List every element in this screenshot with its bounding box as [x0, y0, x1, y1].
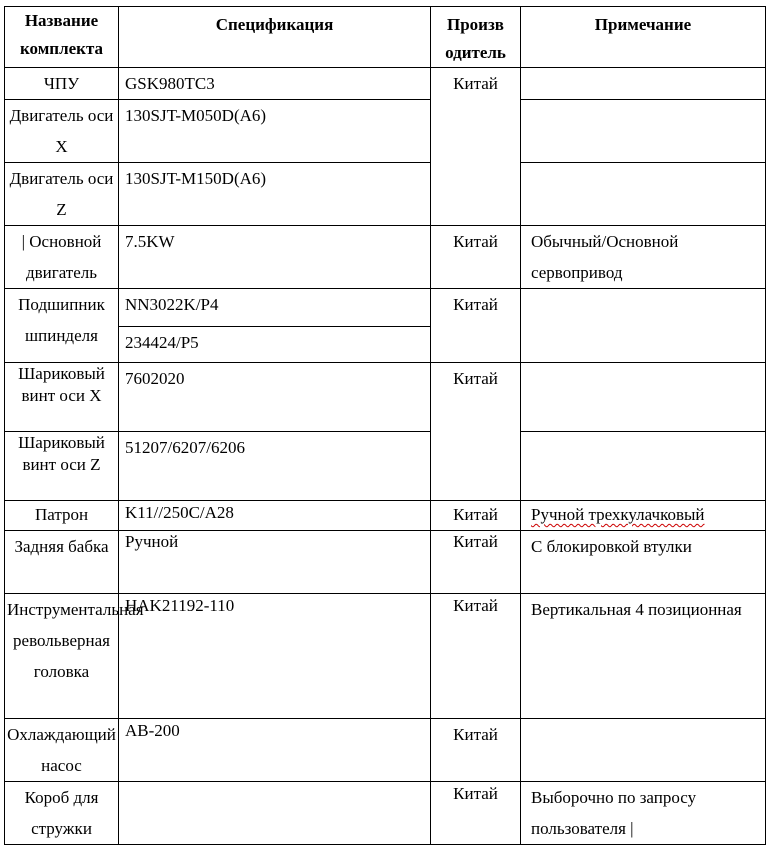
row-name: | Основной двигатель — [5, 226, 119, 289]
row-note-text: Ручной трехкулачковый — [531, 505, 705, 524]
table-row — [5, 163, 766, 226]
table-row — [5, 719, 766, 782]
row-note — [521, 432, 766, 501]
row-note: Выборочно по запросу пользователя | — [521, 782, 766, 845]
row-spec: 7602020 — [119, 363, 431, 432]
row-spec: 51207/6207/6206 — [119, 432, 431, 501]
row-maker: Китай — [431, 68, 521, 226]
row-spec: 130SJT-M050D(A6) — [119, 100, 431, 163]
row-note: С блокировкой втулки — [521, 531, 766, 594]
row-maker: Китай — [431, 289, 521, 363]
table-row — [5, 363, 766, 432]
table-row — [5, 594, 766, 719]
row-maker: Китай — [431, 531, 521, 594]
header-spec: Спецификация — [119, 7, 431, 68]
row-name: Инструментальная револьверная головка — [5, 594, 119, 719]
row-maker: Китай — [431, 501, 521, 531]
table-row — [5, 501, 766, 531]
table-row — [5, 531, 766, 594]
row-name: Охлаждающий насос — [5, 719, 119, 782]
row-spec: NN3022K/P4 — [119, 289, 431, 327]
row-maker: Китай — [431, 782, 521, 845]
row-note: Вертикальная 4 позиционная — [521, 594, 766, 719]
row-note — [521, 363, 766, 432]
row-note — [521, 100, 766, 163]
table-row — [5, 432, 766, 501]
row-name: Задняя бабка — [5, 531, 119, 594]
row-name: Двигатель оси Z — [5, 163, 119, 226]
row-note — [521, 719, 766, 782]
header-maker: Произв одитель — [431, 7, 521, 68]
row-spec — [119, 782, 431, 845]
row-spec: AB-200 — [119, 719, 431, 782]
row-name: Подшипник шпинделя — [5, 289, 119, 363]
header-name: Название комплекта — [5, 7, 119, 68]
table-row — [5, 289, 766, 327]
row-maker: Китай — [431, 226, 521, 289]
row-spec: GSK980TC3 — [119, 68, 431, 100]
table-row — [5, 226, 766, 289]
components-table — [4, 6, 766, 845]
header-note: Примечание — [521, 7, 766, 68]
row-note: Обычный/Основной сервопривод — [521, 226, 766, 289]
row-name: Короб для стружки — [5, 782, 119, 845]
row-note — [521, 289, 766, 363]
row-note — [521, 501, 766, 531]
row-maker: Китай — [431, 594, 521, 719]
row-name: Патрон — [5, 501, 119, 531]
row-name: Шариковый винт оси X — [5, 363, 119, 432]
header-row — [5, 7, 766, 68]
table-row — [5, 68, 766, 100]
row-name: Шариковый винт оси Z — [5, 432, 119, 501]
row-maker: Китай — [431, 363, 521, 501]
row-spec: Ручной — [119, 531, 431, 594]
row-spec: 130SJT-M150D(A6) — [119, 163, 431, 226]
table-row — [5, 782, 766, 845]
row-spec-secondary: 234424/P5 — [119, 327, 431, 363]
table-row — [5, 100, 766, 163]
row-spec: K11//250C/A28 — [119, 501, 431, 531]
row-maker: Китай — [431, 719, 521, 782]
row-spec: HAK21192-110 — [119, 594, 431, 719]
row-note — [521, 68, 766, 100]
row-spec: 7.5KW — [119, 226, 431, 289]
row-name: Двигатель оси X — [5, 100, 119, 163]
row-name: ЧПУ — [5, 68, 119, 100]
row-note — [521, 163, 766, 226]
